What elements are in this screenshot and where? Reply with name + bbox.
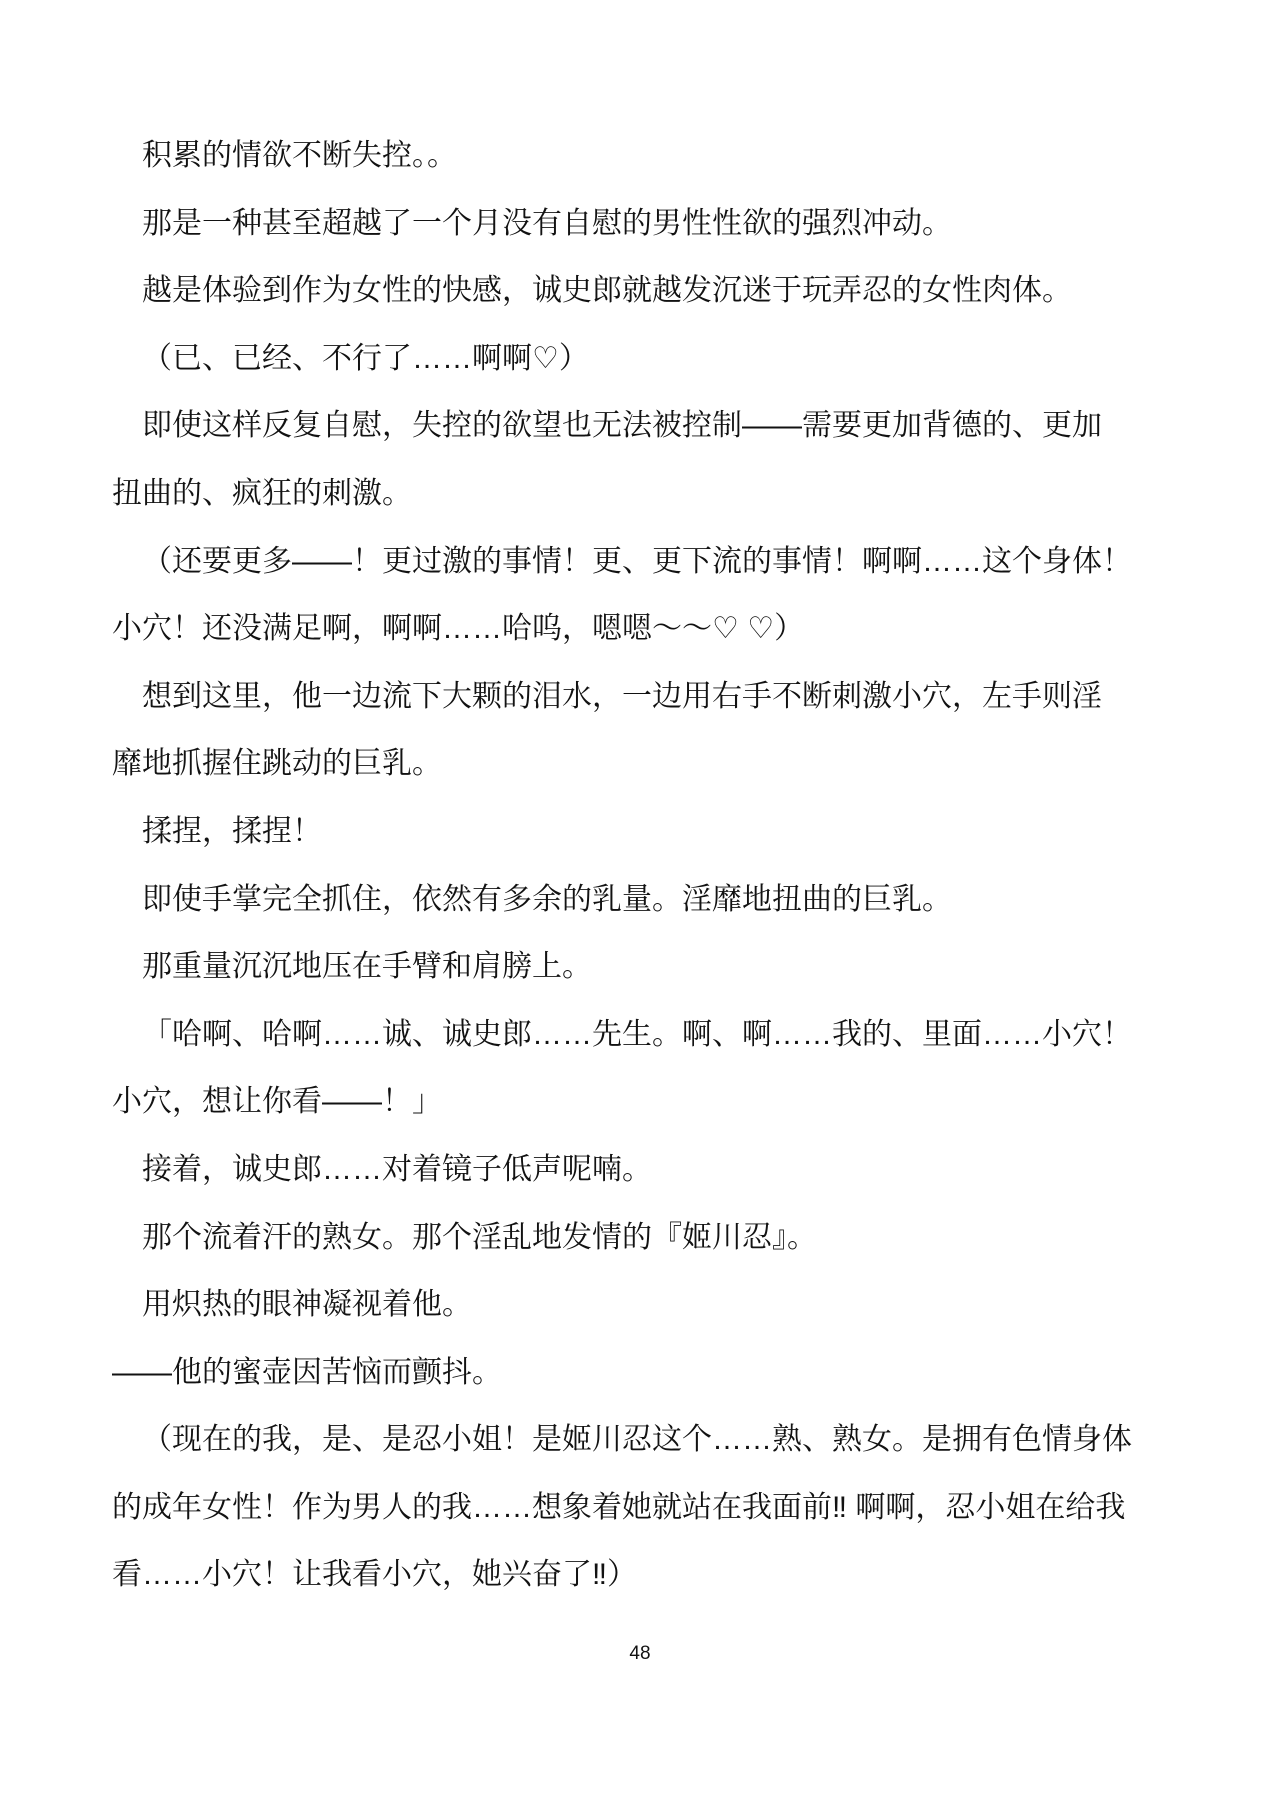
text-line: 「哈啊、哈啊……诚、诚史郎……先生。啊、啊……我的、里面……小穴！ <box>142 1017 1132 1051</box>
text-line: （现在的我，是、是忍小姐！是姬川忍这个……熟、熟女。是拥有色情身体 <box>142 1423 1132 1457</box>
text-line: 即使手掌完全抓住，依然有多余的乳量。淫靡地扭曲的巨乳。 <box>142 882 952 916</box>
text-line: 看……小穴！让我看小穴，她兴奋了‼） <box>112 1558 637 1592</box>
text-line: 即使这样反复自慰，失控的欲望也无法被控制——需要更加背德的、更加 <box>142 409 1102 443</box>
text-line: 接着，诚史郎……对着镜子低声呢喃。 <box>142 1152 652 1186</box>
text-line: 积累的情欲不断失控。。 <box>142 139 457 172</box>
text-line: （已、已经、不行了……啊啊♡） <box>142 341 589 375</box>
text-line: 那重量沉沉地压在手臂和肩膀上。 <box>142 950 592 984</box>
text-line: 想到这里，他一边流下大颗的泪水，一边用右手不断刺激小穴，左手则淫 <box>142 679 1102 713</box>
text-line: 小穴，想让你看——！」 <box>112 1085 442 1119</box>
text-line: 的成年女性！作为男人的我……想象着她就站在我面前‼ 啊啊，忍小姐在给我 <box>112 1490 1126 1524</box>
text-line: 用炽热的眼神凝视着他。 <box>142 1288 472 1322</box>
text-line: （还要更多——！更过激的事情！更、更下流的事情！啊啊……这个身体！ <box>142 544 1132 578</box>
page-number: 48 <box>629 1643 651 1664</box>
text-line: 越是体验到作为女性的快感，诚史郎就越发沉迷于玩弄忍的女性肉体。 <box>142 274 1072 308</box>
text-line: 小穴！还没满足啊，啊啊……哈呜，嗯嗯～～♡ ♡） <box>112 612 805 646</box>
text-line: 那个流着汗的熟女。那个淫乱地发情的『姬川忍』。 <box>142 1220 817 1254</box>
text-line: 那是一种甚至超越了一个月没有自慰的男性性欲的强烈冲动。 <box>142 206 952 240</box>
text-line: 扭曲的、疯狂的刺激。 <box>112 476 412 510</box>
text-line: ——他的蜜壶因苦恼而颤抖。 <box>112 1355 502 1389</box>
text-block <box>112 122 1176 1609</box>
text-line: 揉捏，揉捏！ <box>142 814 322 848</box>
text-line: 靡地抓握住跳动的巨乳。 <box>112 747 442 781</box>
